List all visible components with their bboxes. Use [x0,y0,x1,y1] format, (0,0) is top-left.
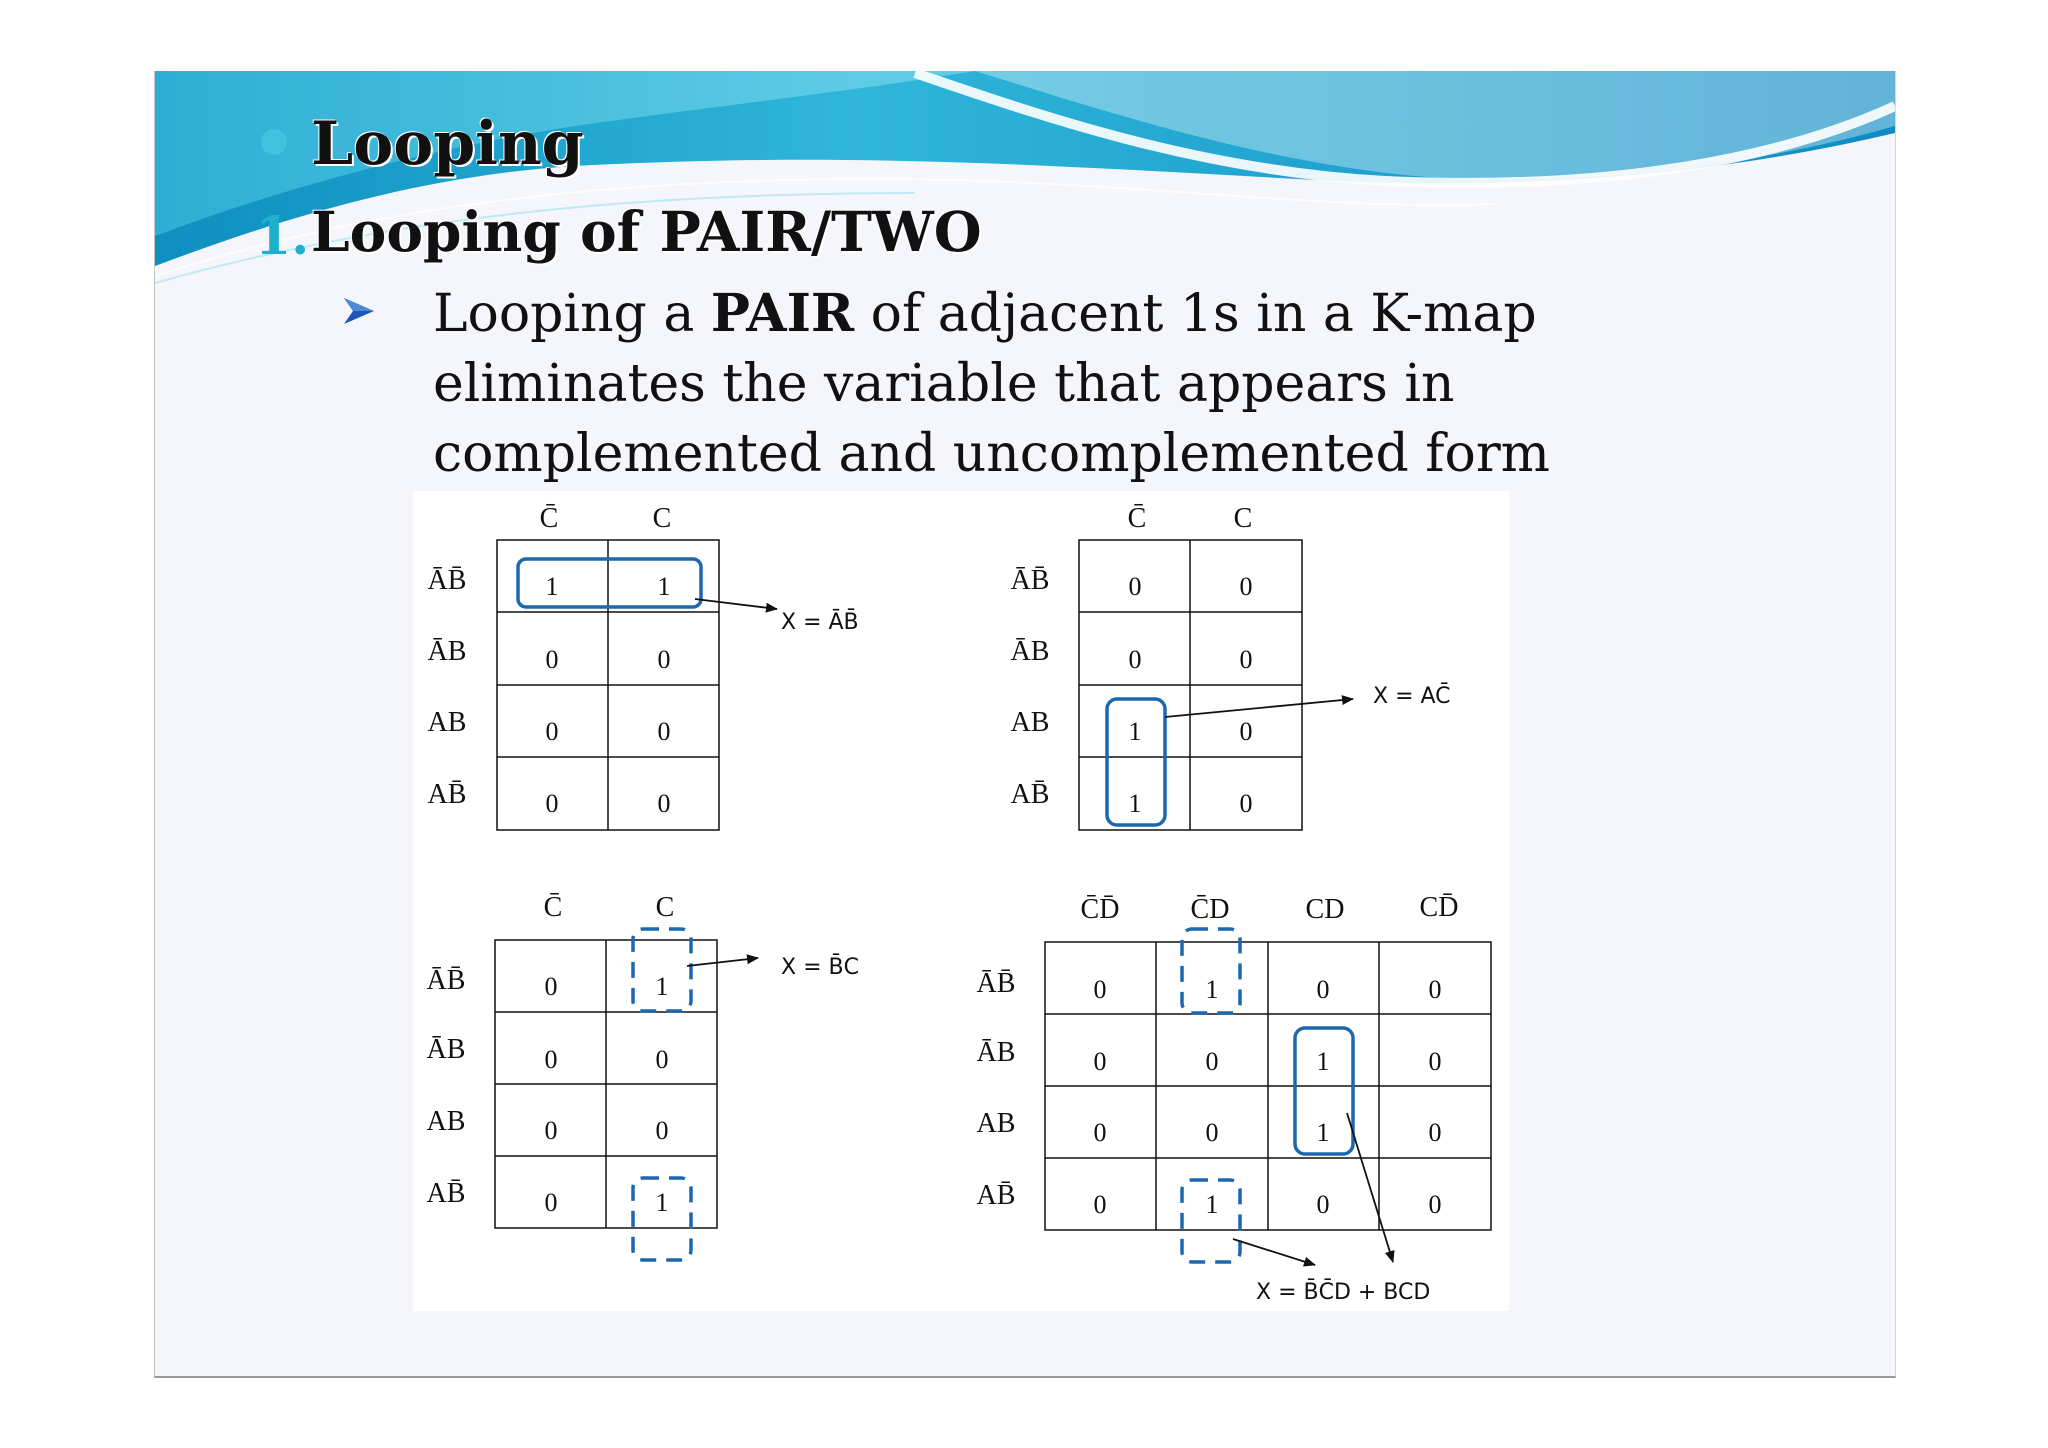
kmap-3-cell: 0 [544,972,558,1001]
kmap-3-cell: 0 [544,1116,558,1145]
kmap-2-row-3: AB̄ [1010,779,1050,810]
kmap-3-row-0: ĀB̄ [426,965,466,996]
kmap-2-cell: 0 [1239,572,1253,601]
kmap-4-cell: 0 [1428,1118,1442,1147]
kmap-2-result: X = AC̄ [1373,684,1451,709]
kmap-4-arrow-right [1347,1113,1393,1262]
body-text-start: Looping a [433,284,711,344]
kmap-4-cell: 1 [1316,1118,1330,1147]
kmap-4-cell: 0 [1093,1047,1107,1076]
kmap-4-cell: 1 [1205,1190,1219,1219]
kmap-2-col-1: C [1233,503,1253,534]
kmap-1-cell: 0 [545,717,559,746]
kmap-3-cell: 1 [655,1188,669,1217]
kmap-1-result: X = ĀB̄ [781,610,859,635]
kmap-4-cell: 1 [1205,975,1219,1004]
slide-subtitle: Looping of PAIR/TWO [311,199,982,264]
kmap-2-cell: 1 [1128,717,1142,746]
kmap-3-cell: 0 [544,1188,558,1217]
kmap-4-arrow-left [1233,1239,1315,1265]
kmap-4-result: X = B̄C̄D + BCD [1256,1280,1431,1305]
slide [154,71,1896,1378]
kmap-1-cell: 0 [657,789,671,818]
kmap-1-col-0: C̄ [539,503,559,534]
subtitle-number: 1. [255,206,310,267]
kmap-4-cell: 0 [1093,975,1107,1004]
kmap-1-cell: 0 [545,645,559,674]
kmap-4-cell: 0 [1316,1190,1330,1219]
kmap-4-cell: 1 [1316,1047,1330,1076]
kmap-2-arrow [1165,699,1353,717]
kmap-4-col-2: CD [1305,894,1345,925]
kmap-1-row-2: AB [427,707,467,738]
kmap-4-cell: 0 [1205,1118,1219,1147]
kmap-1-grid [497,540,719,830]
kmap-figure [155,71,1895,1376]
kmap-1-cell: 0 [657,645,671,674]
kmap-2-cell: 1 [1128,789,1142,818]
kmap-1 [428,503,859,830]
kmap-3-cell: 0 [655,1116,669,1145]
body-text-bold: PAIR [710,283,855,344]
kmap-4-cell: 0 [1205,1047,1219,1076]
kmap-4-col-1: C̄D [1190,894,1230,925]
kmap-4-col-3: CD̄ [1419,892,1459,923]
kmap-3-row-3: AB̄ [426,1178,466,1209]
kmap-4-col-0: C̄D̄ [1080,894,1120,925]
kmap-2-cell: 0 [1239,717,1253,746]
kmap-1-row-0: ĀB̄ [427,565,467,596]
kmap-4-cell: 0 [1428,1190,1442,1219]
kmap-4-cell: 0 [1428,1047,1442,1076]
kmap-3-cell: 0 [655,1045,669,1074]
kmap-4 [977,892,1491,1305]
kmap-3 [427,892,859,1260]
kmap-3-result: X = B̄C [781,955,859,980]
kmap-3-grid [495,940,717,1228]
kmap-1-col-1: C [652,503,672,534]
kmap-2-row-1: ĀB [1010,636,1050,667]
kmap-1-cell: 1 [657,572,671,601]
body-text-end: of adjacent 1s in a K-map eliminates the variable that appears in complemented and uncomplemented form [433,284,1550,484]
kmap-4-cell: 0 [1428,975,1442,1004]
kmap-1-cell: 0 [657,717,671,746]
kmap-3-cell: 1 [655,972,669,1001]
kmap-4-cell: 0 [1093,1190,1107,1219]
kmap-2-row-0: ĀB̄ [1010,565,1050,596]
kmap-4-row-3: AB̄ [976,1180,1016,1211]
kmap-2-row-2: AB [1010,707,1050,738]
kmap-4-cell: 0 [1316,975,1330,1004]
kmap-1-cell: 0 [545,789,559,818]
kmap-2-grid [1079,540,1302,830]
kmap-3-col-1: C [655,892,675,923]
kmap-3-cell: 0 [544,1045,558,1074]
kmap-4-cell: 0 [1093,1118,1107,1147]
kmap-2-col-0: C̄ [1127,503,1147,534]
kmap-1-row-1: ĀB [427,636,467,667]
kmap-1-arrow [695,599,777,609]
kmap-4-grid [1045,942,1491,1230]
kmap-1-row-3: AB̄ [427,779,467,810]
kmap-2-cell: 0 [1128,645,1142,674]
kmap-4-row-2: AB [976,1108,1016,1139]
kmap-4-row-1: ĀB [976,1037,1016,1068]
kmap-2-cell: 0 [1239,645,1253,674]
kmap-2 [1011,503,1451,830]
kmap-1-cell: 1 [545,572,559,601]
kmap-2-cell: 0 [1239,789,1253,818]
kmap-3-arrow [687,958,758,966]
kmap-4-row-0: ĀB̄ [976,968,1016,999]
kmap-3-row-1: ĀB [426,1034,466,1065]
kmap-2-cell: 0 [1128,572,1142,601]
kmap-3-row-2: AB [426,1106,466,1137]
kmap-3-col-0: C̄ [543,892,563,923]
slide-title: Looping [311,109,584,179]
